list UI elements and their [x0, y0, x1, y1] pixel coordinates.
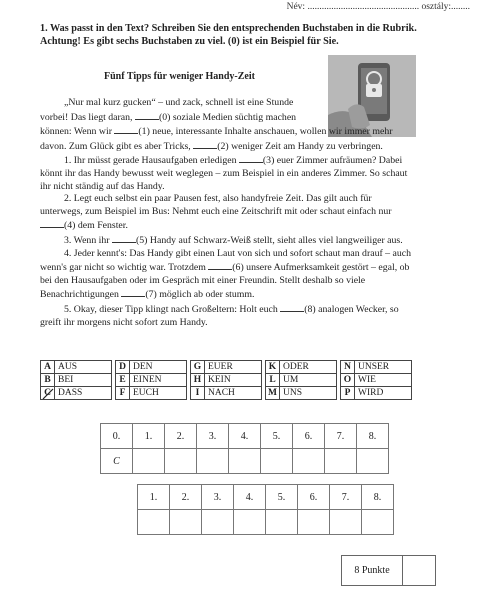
text-line [40, 302, 452, 317]
answer-header: 3. [197, 424, 229, 449]
option-value: NACH [205, 387, 262, 400]
answer-header: 5. [261, 424, 293, 449]
text-line [40, 218, 452, 233]
article-title: Fünf Tipps für weniger Handy-Zeit [104, 71, 255, 82]
answer-header: 6. [293, 424, 325, 449]
text-segment: euer Zimmer aufräumen? Dabei [274, 155, 403, 167]
text-segment: möglich ab oder stumm. [156, 289, 255, 301]
answer-header: 5. [266, 485, 298, 510]
text-line [40, 97, 452, 110]
answer-cell[interactable] [229, 449, 261, 474]
option-value: AUS [55, 361, 112, 374]
text-segment: können: Wenn wir [40, 126, 115, 138]
options-row [41, 374, 412, 387]
answer-header: 7. [325, 424, 357, 449]
answer-header: 6. [298, 485, 330, 510]
answer-header: 7. [330, 485, 362, 510]
answer-header: 2. [170, 485, 202, 510]
text-line: könnt ihr das Handy bewusst weit weglegen – zum Beispiel in ein anderes Zimmer. So schaut [40, 167, 408, 179]
gap-blank [193, 139, 217, 149]
text-segment: 1. Ihr müsst gerade Hausaufgaben erledigen [64, 155, 239, 167]
answer-header: 2. [165, 424, 197, 449]
task-line-2: Achtung! Es gibt sechs Buchstaben zu viel. (0) ist ein Beispiel für Sie. [40, 36, 339, 47]
gap-number: (4) [64, 220, 76, 232]
text-line: ihr nicht ständig auf das Handy. [40, 180, 165, 192]
option-key: H [191, 374, 205, 387]
option-key: L [266, 374, 280, 387]
option-value: ODER [280, 361, 337, 374]
text-segment: weniger Zeit am Handy zu verbringen. [228, 140, 383, 152]
text-segment: „Nur mal kurz gucken“ – und zack, schnell ist eine Stunde [64, 97, 294, 108]
answer-cell[interactable] [165, 449, 197, 474]
answer-header-row [101, 424, 389, 449]
class-label: osztály: [419, 2, 451, 12]
text-segment: 3. Wenn ihr [64, 234, 113, 246]
option-value: DASS [55, 387, 112, 400]
answer-header: 4. [229, 424, 261, 449]
text-segment: davon. Zum Glück gibt es aber Tricks, [40, 140, 194, 152]
check-mark-icon [42, 388, 54, 400]
option-value: BEI [55, 374, 112, 387]
option-key-crossed [41, 387, 55, 400]
answer-cell[interactable] [170, 510, 202, 535]
gap-number: (8) [304, 303, 316, 315]
answer-cell[interactable] [202, 510, 234, 535]
answer-header-row [138, 485, 394, 510]
option-value: DEN [130, 361, 187, 374]
points-score-cell[interactable] [403, 556, 435, 585]
text-line: 2. Legt euch selbst ein paar Pausen fest, also handyfreie Zeit. Das gilt auch für [64, 193, 372, 205]
text-segment: 5. Okay, dieser Tipp klingt nach Großeltern: Holt euch [64, 303, 281, 315]
option-key: E [116, 374, 130, 387]
answer-header: 8. [357, 424, 389, 449]
text-segment: Handy auf Schwarz-Weiß stellt, sieht alles viel langweiliger aus. [147, 234, 403, 246]
name-class-header [287, 2, 470, 12]
gap-number: (1) [138, 126, 150, 138]
option-value: UM [280, 374, 337, 387]
answer-header: 4. [234, 485, 266, 510]
option-key: K [266, 361, 280, 374]
answer-value-row [138, 510, 394, 535]
option-value: WIE [355, 374, 412, 387]
points-label: 8 Punkte [342, 556, 403, 585]
text-segment: vorbei! Das liegt daran, [40, 111, 135, 123]
answer-header: 3. [202, 485, 234, 510]
option-value: UNS [280, 387, 337, 400]
option-key: P [341, 387, 355, 400]
text-line: unterwegs, zum Beispiel im Bus: Nehmt euch eine Zeitschrift mit oder schaut einfach nur [40, 205, 392, 217]
answer-header: 8. [362, 485, 394, 510]
option-key: F [116, 387, 130, 400]
text-line [40, 124, 452, 139]
task-instructions [40, 22, 452, 48]
answer-cell[interactable] [197, 449, 229, 474]
option-key: I [191, 387, 205, 400]
option-key: D [116, 361, 130, 374]
option-key: A [41, 361, 55, 374]
option-key: G [191, 361, 205, 374]
answer-cell[interactable] [357, 449, 389, 474]
gap-number: (5) [136, 234, 148, 246]
text-segment: unsere Aufmerksamkeit gestört – egal, ob [243, 262, 410, 274]
option-value: UNSER [355, 361, 412, 374]
name-label: Név: [286, 2, 308, 12]
text-segment: analogen Wecker, so [315, 303, 399, 315]
answer-cell[interactable] [133, 449, 165, 474]
answer-cell[interactable] [266, 510, 298, 535]
gap-blank [135, 110, 159, 120]
answer-cell[interactable] [234, 510, 266, 535]
gap-number: (2) [217, 140, 229, 152]
answer-value-row [101, 449, 389, 474]
text-segment: soziale Medien süchtig machen [170, 111, 297, 123]
text-line: bei den Hausaufgaben oder im Gespräch mit einer Freundin. Stellt deshalb so viele [40, 274, 366, 286]
text-segment: neue, interessante Inhalte anschauen, wollen wir immer mehr [149, 126, 393, 138]
option-value: KEIN [205, 374, 262, 387]
option-key: B [41, 374, 55, 387]
option-value: EUER [205, 361, 262, 374]
options-row [41, 361, 412, 374]
answer-cell[interactable] [138, 510, 170, 535]
gap-blank [114, 124, 138, 134]
answer-cell[interactable] [293, 449, 325, 474]
text-line [40, 233, 452, 248]
option-key: N [341, 361, 355, 374]
answer-table-2 [137, 484, 394, 535]
points-box [341, 555, 436, 586]
gap-number: (6) [232, 262, 244, 274]
text-segment: dem Fenster. [75, 220, 128, 232]
gap-blank [208, 260, 232, 270]
option-key: C [44, 388, 51, 398]
gap-blank [40, 218, 64, 228]
text-line: 4. Jeder kennt's: Das Handy gibt einen Laut von sich und sofort schaut man drauf – auch [64, 247, 412, 259]
name-field[interactable]: ............................................... [307, 2, 420, 12]
task-line-1: 1. Was passt in den Text? Schreiben Sie den entsprechenden Buchstaben in die Rubrik. [40, 23, 417, 34]
option-value: EINEN [130, 374, 187, 387]
option-value: WIRD [355, 387, 412, 400]
text-line [40, 287, 452, 302]
text-segment: wenn's gar nicht so wichtig war. Trotzdem [40, 262, 209, 274]
gap-blank [112, 233, 136, 243]
gap-blank [121, 287, 145, 297]
gap-number: (0) [158, 111, 171, 123]
options-row [41, 387, 412, 400]
answer-cell[interactable] [261, 449, 293, 474]
answer-cell: C [101, 449, 133, 474]
gap-blank [280, 302, 304, 312]
answer-header: 0. [101, 424, 133, 449]
article-text [40, 97, 452, 329]
text-line [40, 110, 452, 125]
text-line: greift ihr morgens nicht sofort zum Handy. [40, 316, 208, 328]
option-key: M [266, 387, 280, 400]
gap-blank [239, 153, 263, 163]
options-table [40, 360, 412, 400]
gap-number: (7) [145, 289, 157, 301]
text-line [40, 153, 452, 168]
option-key: O [341, 374, 355, 387]
option-value: EUCH [130, 387, 187, 400]
answer-header: 1. [133, 424, 165, 449]
text-line [40, 260, 452, 275]
text-line [40, 139, 452, 154]
answer-cell[interactable] [362, 510, 394, 535]
answer-cell[interactable] [325, 449, 357, 474]
answer-cell[interactable] [330, 510, 362, 535]
gap-number: (3) [262, 155, 275, 167]
text-segment: Benachrichtigungen [40, 289, 122, 301]
answer-table-1 [100, 423, 389, 474]
class-field[interactable]: ........ [451, 2, 470, 12]
answer-cell[interactable] [298, 510, 330, 535]
answer-header: 1. [138, 485, 170, 510]
